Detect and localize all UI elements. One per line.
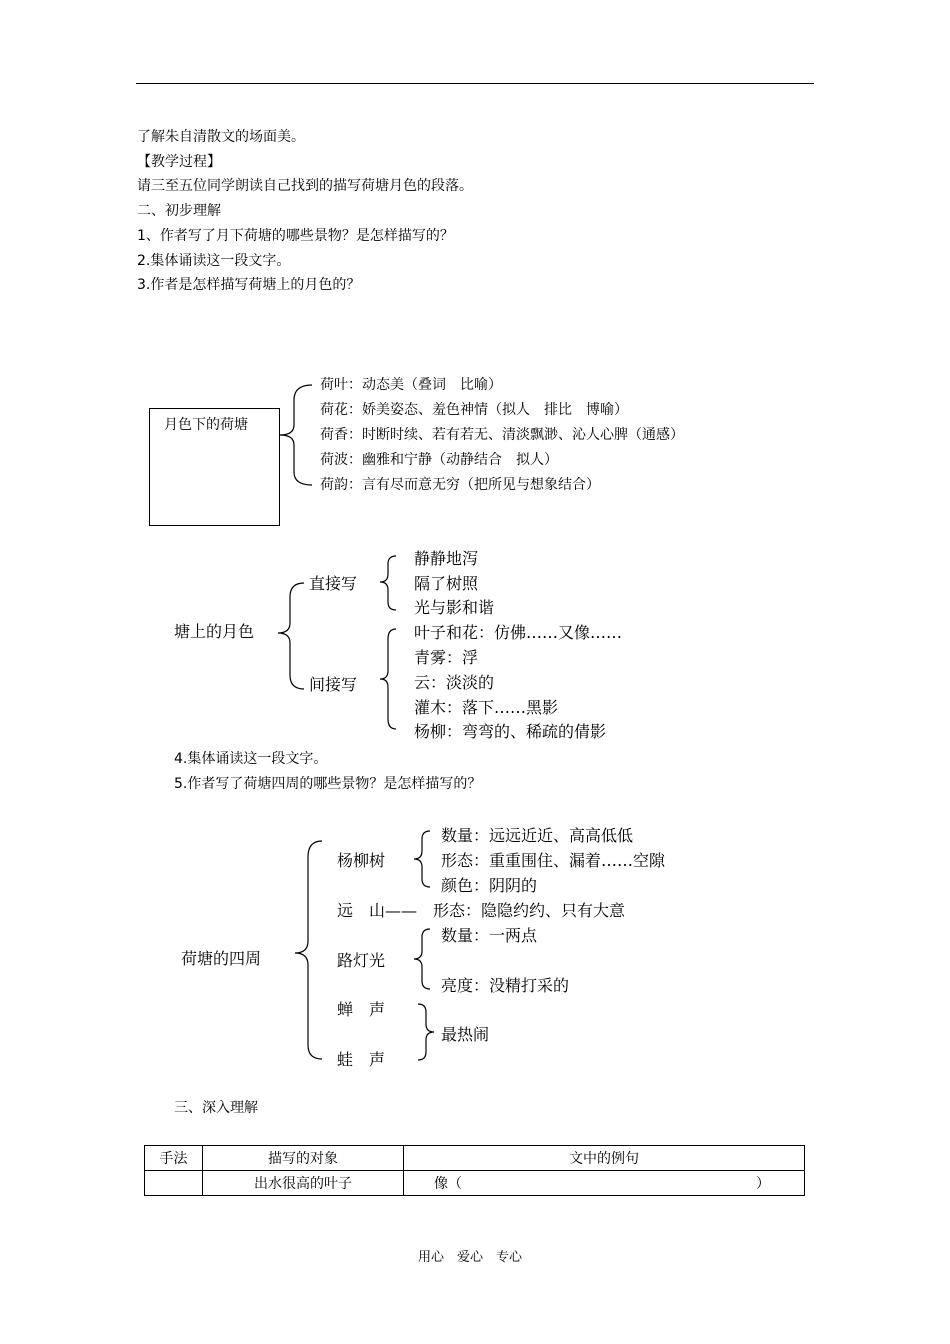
direct-item: 光与影和谐 xyxy=(414,598,495,617)
section-heading-process: 【教学过程】 xyxy=(137,154,221,170)
indirect-item: 叶子和花：仿佛……又像…… xyxy=(414,623,623,642)
intro-line-3: 请三至五位同学朗读自己找到的描写荷塘月色的段落。 xyxy=(137,178,473,194)
question-2: 2.集体诵读这一段文字。 xyxy=(137,253,291,269)
frog-label: 蛙 声 xyxy=(337,1050,386,1069)
lamp-item: 数量：一两点 xyxy=(441,926,538,945)
diagram2-root-brace xyxy=(276,575,310,700)
table-row xyxy=(145,1171,805,1196)
willow-item: 颜色：阴阴的 xyxy=(441,876,538,895)
sound-desc: 最热闹 xyxy=(441,1025,490,1044)
willow-brace xyxy=(410,827,434,893)
direct-label: 直接写 xyxy=(309,574,358,593)
cicada-label: 蝉 声 xyxy=(337,1000,386,1019)
example-prefix: 像（ xyxy=(434,1176,462,1192)
lamp-brace xyxy=(410,925,434,995)
intro-line-1: 了解朱自清散文的场面美。 xyxy=(137,129,305,145)
page-footer: 用心 爱心 专心 xyxy=(418,1250,523,1265)
section-heading-deep: 三、深入理解 xyxy=(174,1100,258,1116)
question-3: 3.作者是怎样描写荷塘上的月色的？ xyxy=(137,277,361,293)
question-1: 1、作者写了月下荷塘的哪些景物？是怎样描写的？ xyxy=(137,228,454,244)
diagram2-root: 塘上的月色 xyxy=(174,622,255,641)
diagram1-item: 荷花：娇美姿态、羞色神情（拟人 排比 博喻） xyxy=(320,402,628,418)
table-cell-example xyxy=(404,1171,805,1196)
table-cell: 出水很高的叶子 xyxy=(203,1171,404,1196)
diagram3-root-brace xyxy=(292,835,328,1065)
sound-brace xyxy=(412,1000,436,1064)
indirect-label: 间接写 xyxy=(309,675,358,694)
diagram1-item: 荷波：幽雅和宁静（动静结合 拟人） xyxy=(320,452,558,468)
question-5: 5.作者写了荷塘四周的哪些景物？是怎样描写的？ xyxy=(174,776,482,792)
direct-item: 静静地泻 xyxy=(414,549,479,568)
table-header: 手法 xyxy=(145,1146,203,1171)
lamp-item: 亮度：没精打采的 xyxy=(441,976,570,995)
table-header: 文中的例句 xyxy=(404,1146,805,1171)
willow-item: 形态：重重围住、漏着……空隙 xyxy=(441,851,666,870)
direct-item: 隔了树照 xyxy=(414,574,479,593)
lamp-label: 路灯光 xyxy=(337,951,386,970)
table-cell xyxy=(145,1171,203,1196)
diagram1-item: 荷香：时断时续、若有若无、清淡飘渺、沁人心脾（通感） xyxy=(320,427,684,443)
table-header: 描写的对象 xyxy=(203,1146,404,1171)
indirect-item: 灌木：落下……黑影 xyxy=(414,698,559,717)
example-suffix: ） xyxy=(756,1176,770,1192)
indirect-item: 青雾：浮 xyxy=(414,648,479,667)
indirect-item: 杨柳：弯弯的、稀疏的倩影 xyxy=(414,722,607,741)
question-4: 4.集体诵读这一段文字。 xyxy=(174,751,328,767)
lotus-pond-box-label: 月色下的荷塘 xyxy=(164,417,248,433)
direct-brace xyxy=(376,552,400,616)
indirect-item: 云：淡淡的 xyxy=(414,673,495,692)
section-heading-initial: 二、初步理解 xyxy=(137,203,221,219)
analysis-table xyxy=(144,1145,805,1196)
diagram1-brace xyxy=(278,380,318,490)
mountain-line: 远 山—— 形态：隐隐约约、只有大意 xyxy=(337,901,626,920)
diagram1-item: 荷叶：动态美（叠词 比喻） xyxy=(320,377,502,393)
diagram1-item: 荷韵：言有尽而意无穷（把所见与想象结合） xyxy=(320,477,600,493)
willow-item: 数量：远远近近、高高低低 xyxy=(441,826,634,845)
diagram3-root: 荷塘的四周 xyxy=(181,949,262,968)
header-rule xyxy=(136,83,814,84)
indirect-brace xyxy=(376,625,400,737)
willow-label: 杨柳树 xyxy=(337,851,386,870)
table-header-row xyxy=(145,1146,805,1171)
